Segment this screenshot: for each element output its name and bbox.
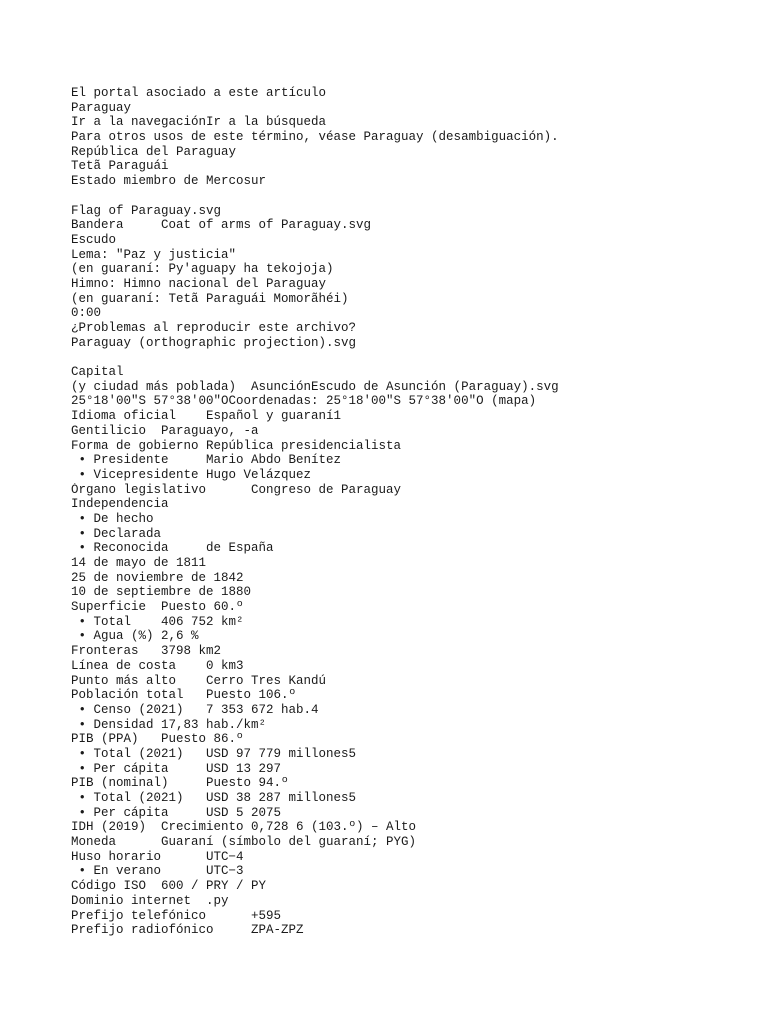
text-line: (y ciudad más poblada) AsunciónEscudo de Asunción (Paraguay).svg [71, 379, 559, 394]
text-line: • Total (2021) USD 38 287 millones5 [71, 791, 357, 805]
text-line: Fronteras 3798 km2 [71, 644, 222, 659]
text-line: República del Paraguay [71, 144, 237, 159]
text-line: Línea de costa 0 km3 [71, 658, 244, 673]
text-line: • Presidente Mario Abdo Benítez [71, 453, 342, 468]
text-line: Prefijo radiofónico ZPA-ZPZ [71, 923, 304, 938]
text-line: ¿Problemas al reproducir este archivo? [71, 321, 357, 335]
text-line: Idioma oficial Español y guaraní1 [71, 409, 342, 424]
text-line: Paraguay (orthographic projection).svg [71, 335, 357, 350]
text-line: Lema: "Paz y justicia" [71, 247, 237, 262]
text-line: PIB (nominal) Puesto 94.º [71, 776, 289, 791]
text-line: • Densidad 17,83 hab./km² [71, 717, 267, 732]
text-line: PIB (PPA) Puesto 86.º [71, 732, 244, 747]
text-line: Dominio internet .py [71, 893, 229, 908]
document-text [71, 86, 751, 938]
text-line: • Reconocida de España [71, 541, 274, 556]
text-line: • Per cápita USD 5 2075 [71, 805, 282, 820]
text-line: Moneda Guaraní (símbolo del guaraní; PYG) [71, 835, 417, 850]
text-line: • En verano UTC−3 [71, 864, 244, 879]
text-line: Himno: Himno nacional del Paraguay [71, 276, 327, 291]
text-line: Tetã Paraguái [71, 159, 169, 174]
text-line: Huso horario UTC−4 [71, 849, 244, 864]
text-line: 14 de mayo de 1811 [71, 556, 207, 570]
text-line: Flag of Paraguay.svg [71, 203, 222, 218]
text-line: Paraguay [71, 100, 132, 115]
text-line: (en guaraní: Tetã Paraguái Momorãhéi) [71, 291, 349, 306]
text-line: Población total Puesto 106.º [71, 688, 297, 703]
text-line: Forma de gobierno República presidencialista [71, 438, 402, 453]
text-line: Superficie Puesto 60.º [71, 600, 244, 615]
text-line: Punto más alto Cerro Tres Kandú [71, 673, 327, 688]
text-line: • Agua (%) 2,6 % [71, 629, 199, 644]
text-line: Código ISO 600 / PRY / PY [71, 879, 267, 894]
text-line: Para otros usos de este término, véase Paraguay (desambiguación). [71, 130, 559, 145]
text-line: 25 de noviembre de 1842 [71, 570, 244, 585]
text-line: 0:00 [71, 306, 102, 321]
text-line: • Declarada [71, 526, 162, 541]
text-line: Capital [71, 365, 124, 380]
text-line: (en guaraní: Py'aguapy ha tekojoja) [71, 262, 334, 277]
blank-line [71, 189, 751, 204]
text-line: • De hecho [71, 511, 154, 526]
text-line: • Censo (2021) 7 353 672 hab.4 [71, 702, 319, 717]
text-line: Órgano legislativo Congreso de Paraguay [71, 482, 402, 497]
text-line: • Total 406 752 km² [71, 614, 244, 629]
text-line: • Per cápita USD 13 297 [71, 761, 282, 776]
text-line: El portal asociado a este artículo [71, 86, 327, 100]
text-line: Independencia [71, 497, 169, 512]
text-line: IDH (2019) Crecimiento 0,728 6 (103.º) – Alto [71, 820, 417, 835]
text-line: Gentilicio Paraguayo, -a [71, 423, 259, 438]
text-line: • Total (2021) USD 97 779 millones5 [71, 746, 357, 761]
text-line: 25°18′00″S 57°38′00″OCoordenadas: 25°18′00″S 57°38′00″O (mapa) [71, 394, 537, 409]
text-line: Estado miembro de Mercosur [71, 174, 267, 189]
text-line: 10 de septiembre de 1880 [71, 585, 252, 600]
text-line: Prefijo telefónico +595 [71, 908, 282, 923]
text-line: Ir a la navegaciónIr a la búsqueda [71, 115, 327, 130]
text-line: Escudo [71, 232, 117, 247]
text-line: Bandera Coat of arms of Paraguay.svg [71, 218, 372, 233]
text-line: • Vicepresidente Hugo Velázquez [71, 467, 312, 482]
blank-line [71, 350, 751, 365]
